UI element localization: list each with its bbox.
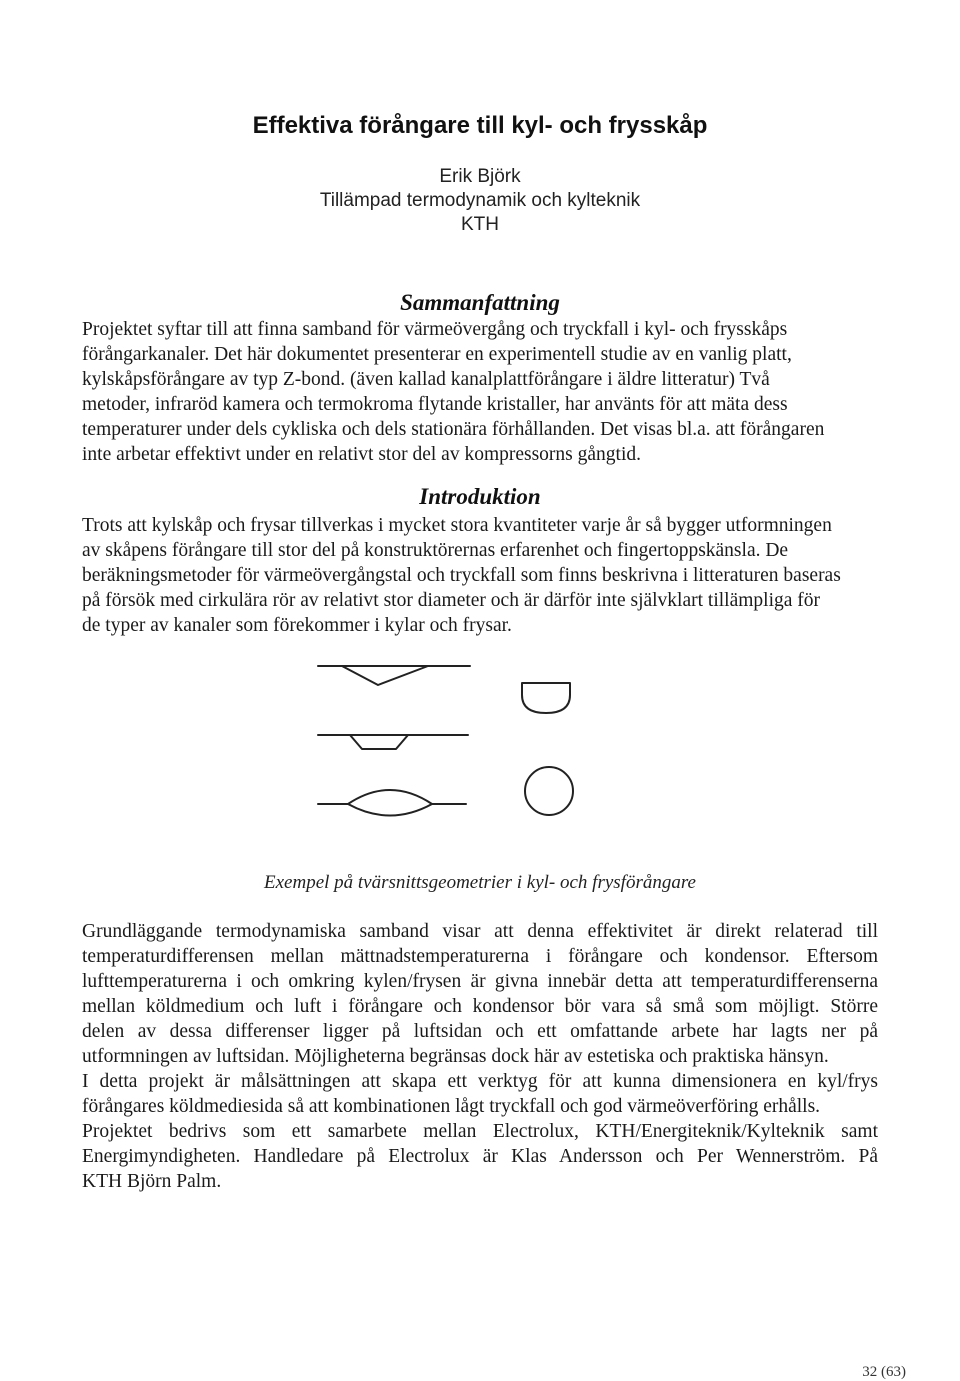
author-name: Erik Björk (439, 166, 521, 187)
summary-line: Projektet syftar till att finna samband för värmeövergång och tryckfall i kyl- och frysskåps (82, 319, 788, 340)
summary-line: metoder, infraröd kamera och termokroma flytande kristaller, har använts för att mäta dess (82, 394, 788, 415)
v-channel-icon (318, 666, 470, 685)
summary-line: temperaturer under dels cykliska och dels stationära förhållanden. Det visas bl.a. att förångaren (82, 419, 825, 440)
document-title: Effektiva förångare till kyl- och frysskåp (252, 112, 708, 139)
circular-tube-icon (525, 767, 573, 815)
body-line: utformningen av luftsidan. Möjligheterna begränsas dock här av estetiska och praktiska hänsyn. (82, 1046, 829, 1067)
introduction-heading: Introduktion (419, 484, 541, 509)
summary-line: inte arbetar effektivt under en relativt stor del av kompressorns gångtid. (82, 444, 642, 465)
body-paragraph (82, 919, 878, 1194)
summary-line: förångarkanaler. Det här dokumentet presenterar en experimentell studie av en vanlig platt, (82, 344, 792, 365)
body-line: temperaturdifferensen mellan mättnadstemperaturerna i förångare och kondensor. Eftersom (82, 946, 878, 967)
body-line: Energimyndigheten. Handledare på Electrolux är Klas Andersson och Per Wennerström. På (82, 1146, 878, 1167)
body-line: mellan köldmedium och luft i förångare och kondensor bör vara så små som möjligt. Större (82, 996, 878, 1017)
lens-channel-icon (318, 790, 466, 816)
introduction-line: av skåpens förångare till stor del på konstruktörernas erfarenhet och fingertoppskänsla. De (82, 540, 789, 561)
introduction-line: Trots att kylskåp och frysar tillverkas i mycket stora kvantiteter varje år så bygger utformningen (82, 515, 832, 536)
trapezoid-channel-icon (318, 735, 468, 749)
summary-heading: Sammanfattning (400, 290, 560, 315)
cross-section-figure (300, 655, 600, 835)
body-line: KTH Björn Palm. (82, 1171, 222, 1192)
body-line: I detta projekt är målsättningen att skapa ett verktyg för att kunna dimensionera en kyl/frys (82, 1071, 878, 1092)
page-number: 32 (63) (862, 1364, 906, 1380)
figure-caption: Exempel på tvärsnittsgeometrier i kyl- och frysförångare (264, 872, 696, 893)
author-department: Tillämpad termodynamik och kylteknik (319, 190, 641, 211)
author-institution: KTH (461, 214, 499, 235)
body-line: lufttemperaturerna i och omkring kylen/frysen är givna innebär detta att temperaturdifferenserna (82, 971, 878, 992)
body-line: Grundläggande termodynamiska samband visar att denna effektivitet är direkt relaterad till (82, 921, 878, 942)
introduction-line: beräkningsmetoder för värmeövergångstal och tryckfall som finns beskrivna i litteraturen baseras (82, 565, 841, 586)
u-channel-icon (522, 683, 570, 713)
body-line: Projektet bedrivs som ett samarbete mellan Electrolux, KTH/Energiteknik/Kylteknik samt (82, 1121, 878, 1142)
introduction-line: de typer av kanaler som förekommer i kylar och frysar. (82, 615, 512, 636)
body-line: förångares köldmediesida så att kombinationen lågt tryckfall och god värmeöverföring erhålls. (82, 1096, 821, 1117)
summary-paragraph (82, 317, 882, 467)
introduction-line: på försök med cirkulära rör av relativt stor diameter och är därför inte självklart tillämpliga för (82, 590, 821, 611)
summary-line: kylskåpsförångare av typ Z-bond. (även kallad kanalplattförångare i äldre litteratur) Två (82, 369, 770, 390)
introduction-paragraph (82, 513, 882, 638)
body-line: delen av dessa differenser ligger på luftsidan och ett omfattande arbete har lagts ner på (82, 1021, 878, 1042)
